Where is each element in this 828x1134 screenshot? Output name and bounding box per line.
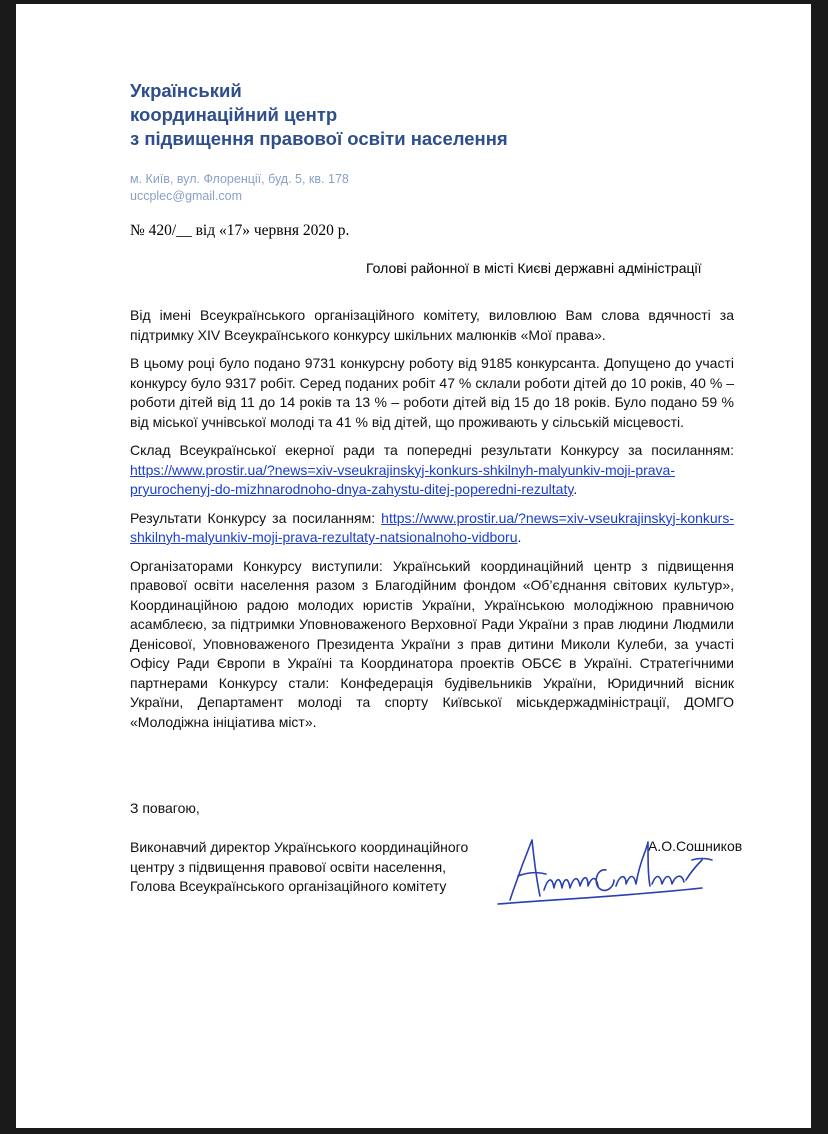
- org-address: м. Київ, вул. Флоренції, буд. 5, кв. 178: [130, 172, 349, 186]
- final-results-text: Результати Конкурсу за посиланням:: [130, 509, 376, 526]
- signatory-title: [130, 838, 510, 897]
- preliminary-results-text: Склад Всеукраїнської екерної ради та попередні результати Конкурсу за посиланням:: [130, 442, 734, 458]
- paragraph-statistics: В цьому році було подано 9731 конкурсну роботу від 9185 конкурсанта. Допущено до участі конкурсу було 9317 робіт. Серед поданих робіт 47 % склали роботи дітей до 10 років, 40 % – роботи дітей від 11 до 14 років та 13 % – роботи дітей від 15 до 18 років. Було подано 59 % від міської учнівської молоді та 41 % від дітей, що проживають у сільській місцевості.: [130, 355, 734, 430]
- signatory-title-line-2: центру з підвищення правової освіти населення,: [130, 858, 447, 875]
- org-email: uccplec@gmail.com: [130, 189, 243, 203]
- paragraph-preliminary-results: Склад Всеукраїнської екерної ради та попередні результати Конкурсу за посиланням: https://www.prostir.ua/?news=xiv-vseukrajinskyj-konkurs-shkilnyh-malyunkiv-moji-prava-pryurochenyj-do-mizhnarodnoho-dnya-zahystu-ditej-poperedni-rezultaty.: [130, 442, 734, 497]
- letterhead-contacts: [130, 171, 349, 205]
- final-results-link[interactable]: https://www.prostir.ua/?news=xiv-vseukrajinskyj-konkurs-shkilnyh-malyunkiv-moji-prava-rezultaty-natsionalnoho-vidboru: [130, 509, 734, 545]
- handwritten-signature: [488, 830, 718, 910]
- reference-number: № 420/__ від «17» червня 2020 р.: [130, 222, 350, 239]
- preliminary-results-link[interactable]: https://www.prostir.ua/?news=xiv-vseukrajinskyj-konkurs-shkilnyh-malyunkiv-moji-prava-pryurochenyj-do-mizhnarodnoho-dnya-zahystu-ditej-poperedni-rezultaty: [130, 461, 676, 497]
- paragraph-gratitude: Від імені Всеукраїнського організаційного комітету, виловлюю Вам слова вдячності за підтримку XIV Всеукраїнського конкурсу шкільних малюнків «Мої права».: [130, 307, 734, 343]
- signatory-name: А.О.Сошников: [648, 838, 743, 854]
- org-line-3: з підвищення правової освіти населення: [130, 128, 508, 149]
- closing-phrase: З повагою,: [130, 800, 200, 816]
- organization-name: [130, 79, 508, 151]
- paragraph-final-results: Результати Конкурсу за посиланням: https://www.prostir.ua/?news=xiv-vseukrajinskyj-konkurs-shkilnyh-malyunkiv-moji-prava-rezultaty-natsionalnoho-vidboru.: [130, 509, 734, 545]
- signatory-title-line-1: Виконавчий директор Українського координаційного: [130, 839, 469, 855]
- org-line-1: Український: [130, 80, 242, 101]
- letter-page: [16, 4, 811, 1128]
- paragraph-organizers: Організаторами Конкурсу виступили: Український координаційний центр з підвищення правової освіти населення разом з Благодійним фондом «Об’єднання світових культур», Координаційною радою молодих юристів України, Українською молодіжною правничою асамблеєю, за підтримки Уповноваженого Верховної Ради України з прав людини Людмили Денісової, Уповноваженого Президента України з прав дитини Миколи Кулеби, за участі Офісу Ради Європи в Україні та Координатора проектів ОБСЄ в Україні. Стратегічними партнерами Конкурсу стали: Конфедерація будівельників України, Юридичний вісник України, Департамент молоді та спорту Київської міськдержадміністрації, ДОМГО «Молодіжна ініціатива міст».: [130, 557, 734, 730]
- signatory-title-line-3: Голова Всеукраїнського організаційного комітету: [130, 878, 447, 894]
- letter-body: [130, 306, 734, 741]
- addressee: Голові районної в місті Києві державні адміністрації: [366, 260, 702, 276]
- org-line-2: координаційний центр: [130, 104, 338, 125]
